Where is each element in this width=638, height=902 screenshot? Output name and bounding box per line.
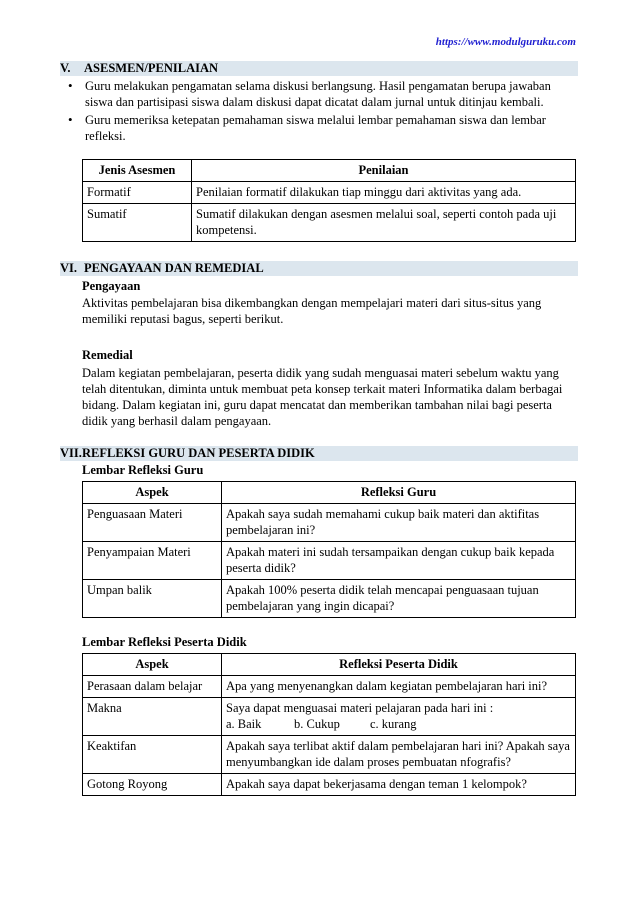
makna-options [226,716,571,732]
table-row [83,182,576,204]
option-baik: a. Baik [226,717,262,731]
table-header-row [83,482,576,504]
table-cell: Sumatif dilakukan dengan asesmen melalui soal, seperti contoh pada uji kompetensi. [192,204,576,242]
assessment-table [82,159,576,242]
section-5-title: ASESMEN/PENILAIAN [84,61,219,75]
table-cell: Apakah saya terlibat aktif dalam pembelajaran hari ini? Apakah saya menyumbangkan ide dalam proses pembuatan nfografis? [222,736,576,774]
table-header-cell: Penilaian [192,160,576,182]
table-cell: Penguasaan Materi [83,504,222,542]
table-cell: Penyampaian Materi [83,542,222,580]
table-header-cell: Refleksi Guru [222,482,576,504]
siswa-reflection-title: Lembar Refleksi Peserta Didik [82,635,247,649]
section-6-title: PENGAYAAN DAN REMEDIAL [84,261,264,275]
table-cell: Perasaan dalam belajar [83,676,222,698]
table-header-cell: Jenis Asesmen [83,160,192,182]
table-header-row [83,160,576,182]
table-header-cell: Aspek [83,654,222,676]
table-cell: Apakah saya dapat bekerjasama dengan teman 1 kelompok? [222,774,576,796]
table-cell: Formatif [83,182,192,204]
makna-question: Saya dapat menguasai materi pelajaran pada hari ini : [226,701,494,715]
section-5-heading [60,61,578,76]
section-7-number: VII. [60,446,82,460]
table-cell: Keaktifan [83,736,222,774]
table-row [83,542,576,580]
section-6-heading [60,261,578,276]
table-row [83,698,576,736]
header-url[interactable]: https://www.modulguruku.com [435,36,576,48]
table-header-cell: Refleksi Peserta Didik [222,654,576,676]
table-row [83,676,576,698]
table-cell: Apakah saya sudah memahami cukup baik materi dan aktifitas pembelajaran ini? [222,504,576,542]
remedial-text: Dalam kegiatan pembelajaran, peserta didik yang sudah menguasai materi sebelum waktu yang telah ditentukan, diminta untuk membuat peta konsep terkait materi Informatika dalam berbagai bidang. Dalam kegiatan ini, guru dapat mencatat dan memberikan tambahan nilai bagi peserta didik yang berhasil dalam pengayaan. [82,366,563,428]
siswa-reflection-table [82,653,576,796]
table-cell: Makna [83,698,222,736]
table-cell [222,698,576,736]
assessment-bullet-list [66,78,576,146]
guru-reflection-title: Lembar Refleksi Guru [82,463,204,477]
table-cell: Sumatif [83,204,192,242]
remedial-title: Remedial [82,348,133,362]
guru-reflection-table [82,481,576,618]
table-row [83,736,576,774]
table-row [83,504,576,542]
list-item: • Guru melakukan pengamatan selama diskusi berlangsung. Hasil pengamatan berupa jawaban siswa dan partisipasi siswa dalam diskusi dapat dicatat dalam jurnal untuk ditinjau kembali. [66,78,576,110]
table-header-row [83,654,576,676]
section-7-heading [60,446,578,461]
table-header-cell: Aspek [83,482,222,504]
table-row [83,204,576,242]
table-row [83,580,576,618]
option-cukup: b. Cukup [294,717,340,731]
pengayaan-title: Pengayaan [82,279,141,293]
section-7-title: REFLEKSI GURU DAN PESERTA DIDIK [82,446,315,460]
table-cell: Apakah 100% peserta didik telah mencapai penguasaan tujuan pembelajaran yang ingin dicapai? [222,580,576,618]
option-kurang: c. kurang [370,717,417,731]
list-item: • Guru memeriksa ketepatan pemahaman siswa melalui lembar pemahaman siswa dan lembar refleksi. [66,112,576,144]
pengayaan-text: Aktivitas pembelajaran bisa dikembangkan dengan mempelajari materi dari situs-situs yang memiliki reputasi bagus, seperti berikut. [82,296,542,326]
section-5-number: V. [60,61,71,75]
table-cell: Umpan balik [83,580,222,618]
table-cell: Apakah materi ini sudah tersampaikan dengan cukup baik kepada peserta didik? [222,542,576,580]
table-cell: Penilaian formatif dilakukan tiap minggu dari aktivitas yang ada. [192,182,576,204]
section-6-number: VI. [60,261,78,275]
table-cell: Apa yang menyenangkan dalam kegiatan pembelajaran hari ini? [222,676,576,698]
table-cell: Gotong Royong [83,774,222,796]
table-row [83,774,576,796]
